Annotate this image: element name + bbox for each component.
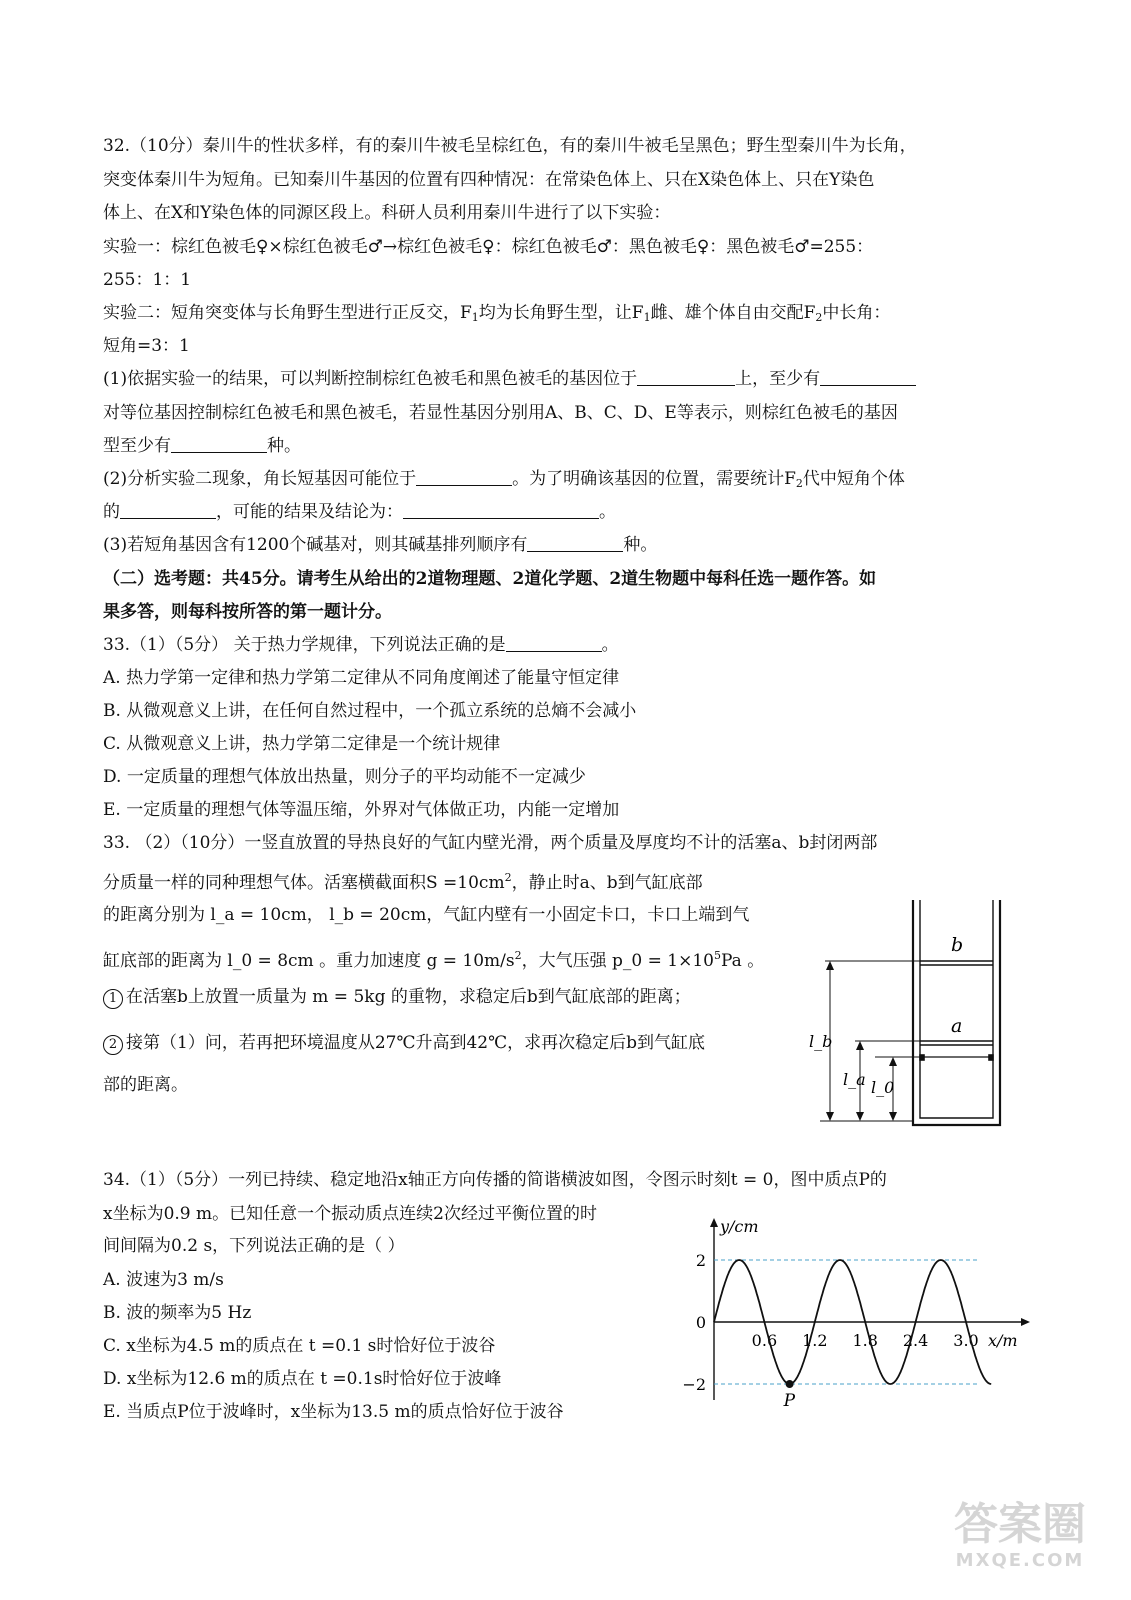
q33-2-line-1: 33. （2）（10分）一竖直放置的导热良好的气缸内壁光滑，两个质量及厚度均不计的活塞a、b封闭两部: [103, 833, 878, 853]
q32-experiment-2-ratio: 短角=3：1: [103, 336, 190, 356]
label-lb: l_b: [809, 1032, 833, 1051]
answer-blank[interactable]: [820, 368, 916, 386]
y-axis-label: y/cm: [720, 1217, 759, 1236]
q34-1-line-3: 间间隔为0.2 s，下列说法正确的是（ ）: [103, 1236, 405, 1256]
q32-part-2: (2)分析实验二现象，角长短基因可能位于 。为了明确该基因的位置，需要统计$F_2$代中短角个体: [103, 469, 905, 490]
section-2-instructions-2: 果多答，则每科按所答的第一题计分。: [103, 602, 392, 622]
q33-2-subquestion-2-cont: 部的距离。: [103, 1075, 188, 1095]
label-l0: l_0: [871, 1078, 895, 1097]
answer-blank[interactable]: [171, 435, 267, 453]
q32-experiment-2: 实验二：短角突变体与长角野生型进行正反交，$F_1$均为长角野生型，让$F_1$雌、雄个体自由交配$F_2$中长角：: [103, 303, 891, 324]
q32-line-2: 突变体秦川牛为短角。已知秦川牛基因的位置有四种情况：在常染色体上、只在X染色体上、只在Y染色: [103, 170, 875, 190]
q34-1-option-e: E. 当质点P位于波峰时，x坐标为13.5 m的质点恰好位于波谷: [103, 1402, 564, 1422]
answer-blank[interactable]: [637, 368, 735, 386]
label-la: l_a: [843, 1070, 866, 1089]
y-axis-arrow: [710, 1218, 718, 1227]
q32-line-3: 体上、在X和Y染色体的同源区段上。科研人员利用秦川牛进行了以下实验：: [103, 203, 671, 223]
q33-2-line-4: 缸底部的距离为 l_0 = 8cm 。重力加速度 $g = 10m/s^2$，大气压强 p_0 = $1\times 10^5Pa$ 。: [103, 949, 765, 971]
section-2-instructions: （二）选考题：共45分。请考生从给出的2道物理题、2道化学题、2道生物题中每科任选一题作答。如: [103, 569, 877, 589]
cylinder-diagram: [805, 895, 1015, 1135]
q33-2-subquestion-2: 2 接第（1）问，若再把环境温度从27℃升高到42℃，求再次稳定后b到气缸底: [103, 1031, 705, 1055]
x-tick-label: 1.8: [852, 1331, 878, 1350]
q34-1-option-a: A. 波速为3 m/s: [103, 1270, 224, 1290]
q33-1-option-c: C. 从微观意义上讲，热力学第二定律是一个统计规律: [103, 734, 501, 754]
x-tick-label: 1.2: [802, 1331, 828, 1350]
q34-1-line-1: 34.（1）（5分）一列已持续、稳定地沿x轴正方向传播的简谐横波如图，令图示时刻t = 0，图中质点P的: [103, 1170, 887, 1190]
q32-part-1: (1)依据实验一的结果，可以判断控制棕红色被毛和黑色被毛的基因位于 上，至少有: [103, 367, 916, 391]
x-tick-label: 2.4: [902, 1331, 929, 1350]
answer-blank[interactable]: [403, 501, 599, 519]
y-tick-label: 2: [695, 1251, 706, 1270]
q33-1-option-e: E. 一定质量的理想气体等温压缩，外界对气体做正功，内能一定增加: [103, 800, 620, 820]
q32-line-1: 32.（10分）秦川牛的性状多样，有的秦川牛被毛呈棕红色，有的秦川牛被毛呈黑色；野生型秦川牛为长角，: [103, 136, 917, 156]
x-axis-label: x/m: [988, 1331, 1018, 1350]
q33-1-option-d: D. 一定质量的理想气体放出热量，则分子的平均动能不一定减少: [103, 767, 586, 787]
x-tick-label: 0.6: [751, 1331, 778, 1350]
q33-2-line-3: 的距离分别为 l_a = 10cm， l_b = 20cm，气缸内壁有一小固定卡口，卡口上端到气: [103, 905, 750, 925]
q32-part-1-cont: 对等位基因控制棕红色被毛和黑色被毛，若显性基因分别用A、B、C、D、E等表示，则棕红色被毛的基因: [103, 403, 898, 423]
q33-1-option-a: A. 热力学第一定律和热力学第二定律从不同角度阐述了能量守恒定律: [103, 668, 620, 688]
answer-blank[interactable]: [416, 468, 512, 486]
q32-experiment-1-ratio: 255：1：1: [103, 270, 192, 290]
y-tick-label: 0: [695, 1313, 706, 1332]
y-tick-label: −2: [682, 1375, 706, 1394]
point-p-label: P: [783, 1391, 796, 1410]
label-b: b: [951, 934, 964, 956]
x-axis-arrow: [1021, 1318, 1030, 1326]
q33-2-line-2: 分质量一样的同种理想气体。活塞横截面积$S =10cm^2$，静止时a、b到气缸底部: [103, 871, 703, 893]
q32-experiment-1: 实验一：棕红色被毛♀×棕红色被毛♂→棕红色被毛♀：棕红色被毛♂：黑色被毛♀：黑色被毛♂=255：: [103, 237, 874, 257]
q32-part-1-end: 型至少有 种。: [103, 436, 301, 456]
q32-part-2-cont: 的 ，可能的结果及结论为： 。: [103, 502, 616, 522]
wave-chart: [680, 1210, 1040, 1410]
q34-1-option-c: C. x坐标为4.5 m的质点在 t =0.1 s时恰好位于波谷: [103, 1336, 496, 1356]
q32-part-3: (3)若短角基因含有1200个碱基对，则其碱基排列顺序有 种。: [103, 535, 658, 555]
answer-blank[interactable]: [120, 501, 216, 519]
q34-1-line-2: x坐标为0.9 m。已知任意一个振动质点连续2次经过平衡位置的时: [103, 1204, 597, 1224]
q34-1-option-d: D. x坐标为12.6 m的质点在 t =0.1s时恰好位于波峰: [103, 1369, 502, 1389]
q34-1-option-b: B. 波的频率为5 Hz: [103, 1303, 252, 1323]
q33-1-option-b: B. 从微观意义上讲，在任何自然过程中，一个孤立系统的总熵不会减小: [103, 701, 637, 721]
q33-2-subquestion-1: 1 在活塞b上放置一质量为 m = 5kg 的重物，求稳定后b到气缸底部的距离；: [103, 985, 691, 1009]
label-a: a: [951, 1015, 963, 1037]
watermark-logo: 答案圈 MXQE.COM: [954, 1499, 1086, 1571]
point-p-marker: [786, 1380, 794, 1388]
q33-1-stem: 33.（1）（5分） 关于热力学规律，下列说法正确的是 。: [103, 635, 619, 655]
x-tick-label: 3.0: [953, 1331, 979, 1350]
answer-blank[interactable]: [527, 534, 623, 552]
answer-blank[interactable]: [506, 634, 602, 652]
